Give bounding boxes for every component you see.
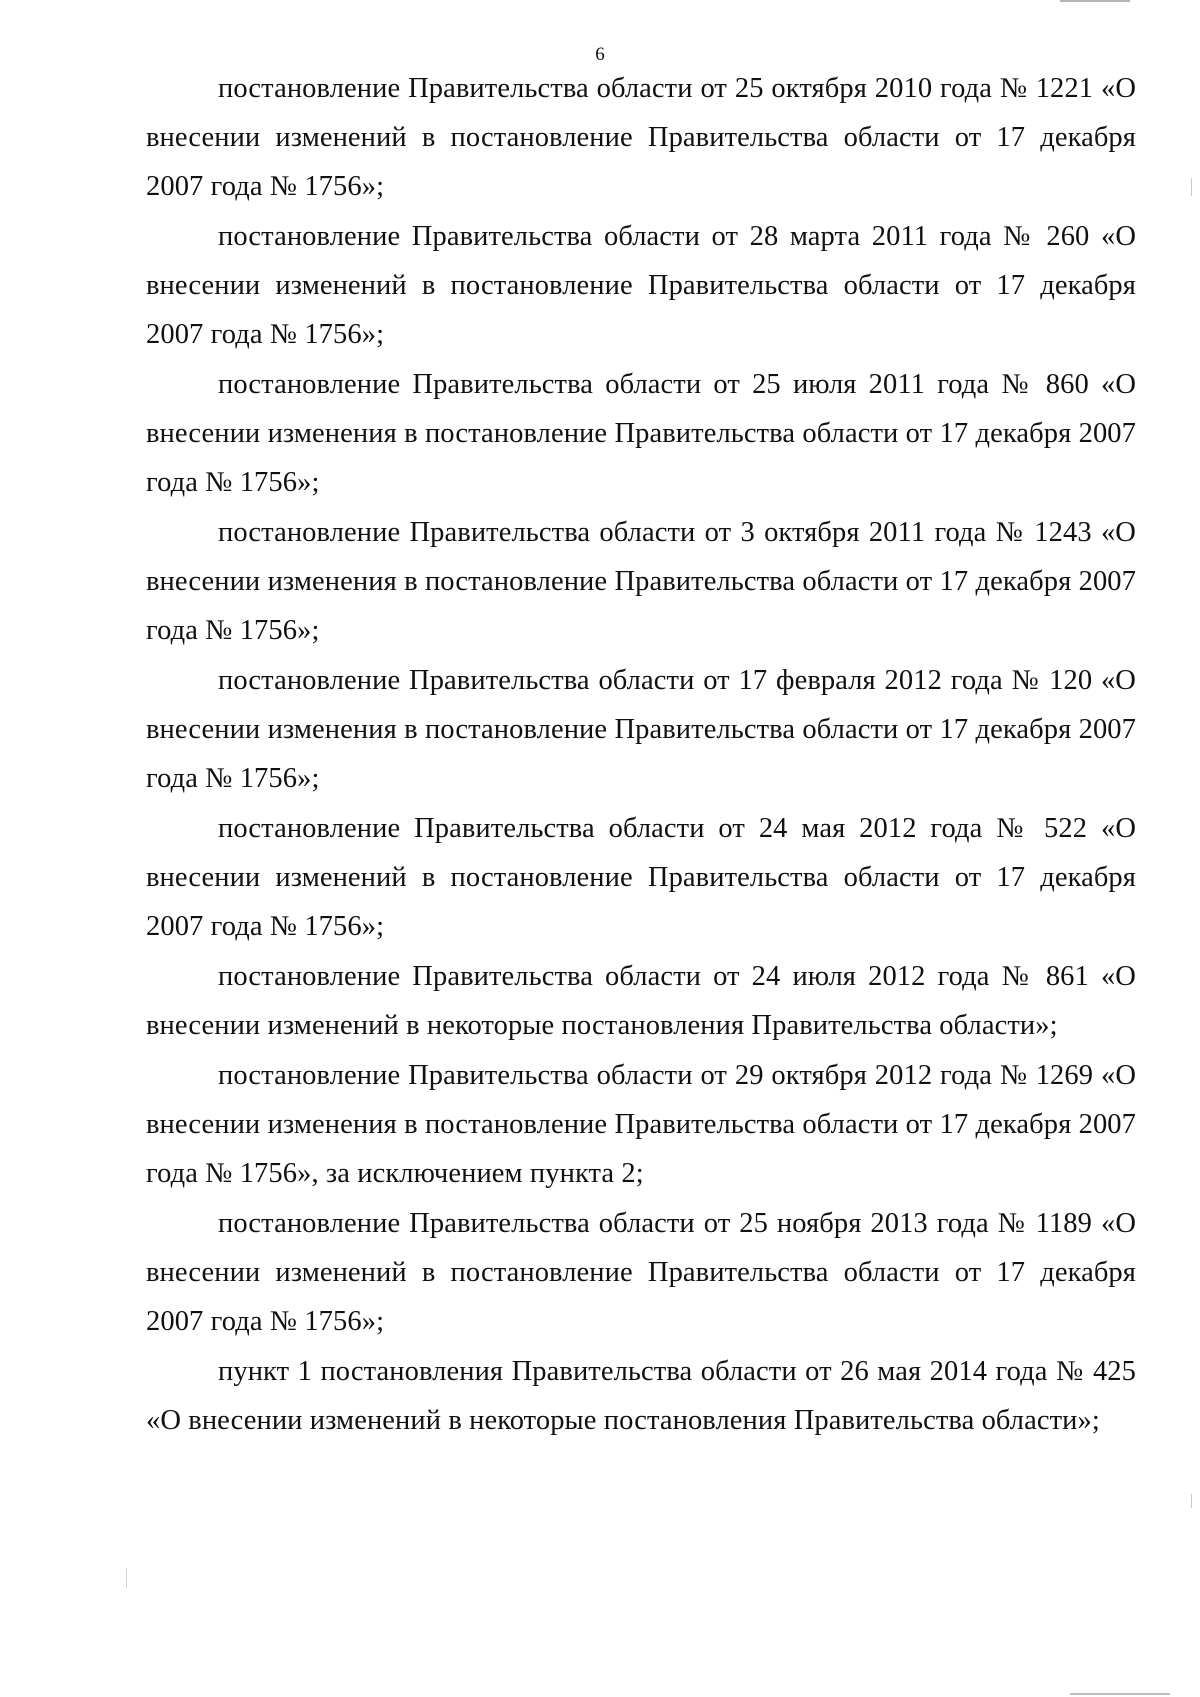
page-number: 6 [595, 44, 605, 65]
paragraph: постановление Правительства области от 17 февраля 2012 года № 120 «О внесении изменения в постановление Правительства области от 17 декабря 2007 года № 1756»; [146, 665, 1136, 794]
paragraph: постановление Правительства области от 3 октября 2011 года № 1243 «О внесении изменения в постановление Правительства области от 17 декабря 2007 года № 1756»; [146, 517, 1136, 646]
paragraph: постановление Правительства области от 25 октября 2010 года № 1221 «О внесении изменений в постановление Правительства области от 17 декабря 2007 года № 1756»; [146, 73, 1136, 202]
document-body [146, 64, 1136, 1445]
scan-mark-right-edge-top [1191, 178, 1192, 196]
paragraph: постановление Правительства области от 25 ноября 2013 года № 1189 «О внесении изменений в постановление Правительства области от 17 декабря 2007 года № 1756»; [146, 1208, 1136, 1337]
scan-mark-left-edge [126, 1568, 127, 1588]
paragraph: постановление Правительства области от 25 июля 2011 года № 860 «О внесении изменения в постановление Правительства области от 17 декабря 2007 года № 1756»; [146, 369, 1136, 498]
scan-mark-bottom-right [1070, 1693, 1170, 1695]
paragraph: постановление Правительства области от 29 октября 2012 года № 1269 «О внесении изменения в постановление Правительства области от 17 декабря 2007 года № 1756», за исключением пункта 2; [146, 1060, 1136, 1189]
scan-mark-right-edge-bottom [1191, 1494, 1192, 1508]
paragraph: постановление Правительства области от 24 июля 2012 года № 861 «О внесении изменений в некоторые постановления Правительства области»; [146, 961, 1136, 1041]
scan-mark-top-right [1060, 0, 1130, 2]
paragraph: постановление Правительства области от 28 марта 2011 года № 260 «О внесении изменений в постановление Правительства области от 17 декабря 2007 года № 1756»; [146, 221, 1136, 350]
paragraph: постановление Правительства области от 24 мая 2012 года № 522 «О внесении изменений в постановление Правительства области от 17 декабря 2007 года № 1756»; [146, 813, 1136, 942]
paragraph: пункт 1 постановления Правительства области от 26 мая 2014 года № 425 «О внесении изменений в некоторые постановления Правительства области»; [146, 1356, 1136, 1436]
